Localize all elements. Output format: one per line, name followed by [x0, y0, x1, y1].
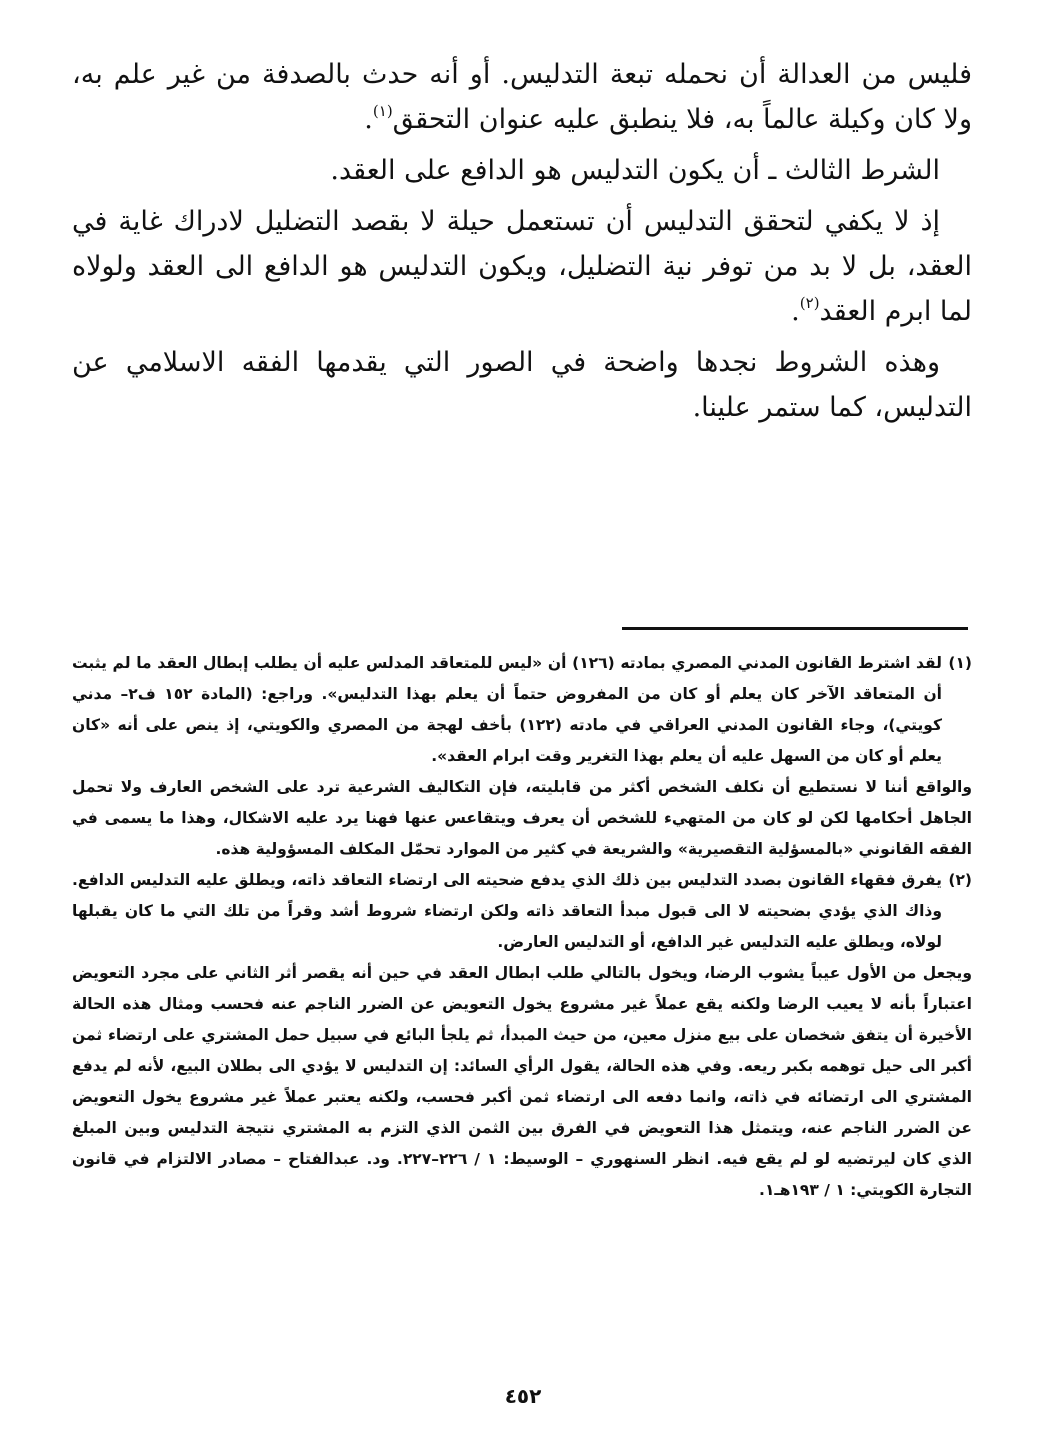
paragraph-3-end: .	[791, 296, 800, 327]
footnote-2-continuation	[72, 958, 972, 1206]
footnote-2-continuation-text: ويجعل من الأول عيباً يشوب الرضا، ويخول بالتالي طلب ابطال العقد في حين أنه يقصر أثر الثاني على مجرد التعويض اعتباراً بأنه لا يعيب الرضا ولكنه يقع عملاً غير مشروع يخول التعويض عن الضرر الناجم عنه فحسب ومثال هذه الحالة الأخيرة أن يتفق شخصان على بيع منزل معين، من حيث المبدأ، ثم يلجأ البائع في سبيل حمل المشتري على ارتضاء ثمن أكبر الى حيل توهمه بكبر ريعه. وفي هذه الحالة، يقول الرأي السائد: إن التدليس لا يؤدي الى بطلان البيع، لأنه لم يدفع المشتري الى ارتضائه في ذاته، وانما دفعه الى ارتضاء ثمن أكبر فحسب، ولكنه يعتبر عملاً غير مشروع يخول التعويض عن الضرر الناجم عنه، ويتمثل هذا التعويض في الفرق بين الثمن الذي التزم به المشتري نتيجة التدليس وبين المبلغ الذي كان ليرتضيه لو لم يقع فيه. انظر السنهوري – الوسيط: ١ / ٢٢٦–٢٢٧. ود. عبدالفتاح – مصادر الالتزام في قانون التجارة الكويتي: ١ / ١٩٣هـ١.	[72, 964, 972, 1199]
footnote-2	[72, 865, 972, 958]
footnotes-section	[72, 648, 972, 1206]
paragraph-1-text: فليس من العدالة أن نحمله تبعة التدليس. أو أنه حدث بالصدفة من غير علم به، ولا كان وكيلة عالماً به، فلا ينطبق عليه عنوان التحقق	[72, 59, 972, 135]
footnote-separator	[622, 627, 968, 630]
footnote-2-text: يفرق فقهاء القانون بصدد التدليس بين ذلك الذي يدفع ضحيته الى ارتضاء التعاقد ذاته، ويطلق عليه التدليس الدافع. وذاك الذي يؤدي بضحيته لا الى قبول مبدأ التعاقد ذاته ولكن ارتضاء شروط أشد وقراً من تلك التي ما كان يقبلها لولاه، ويطلق عليه التدليس غير الدافع، أو التدليس العارض.	[72, 871, 942, 951]
footnote-1-marker: (١)	[948, 654, 972, 672]
paragraph-4	[72, 340, 972, 430]
footnote-ref-2[interactable]: (٢)	[799, 294, 820, 312]
footnote-1	[72, 648, 972, 772]
paragraph-4-text: وهذه الشروط نجدها واضحة في الصور التي يقدمها الفقه الاسلامي عن التدليس، كما ستمر علينا.	[72, 347, 972, 423]
paragraph-2-text: الشرط الثالث ـ أن يكون التدليس هو الدافع على العقد.	[330, 155, 940, 186]
page-number: ٤٥٢	[504, 1384, 542, 1408]
footnote-ref-1[interactable]: (١)	[372, 102, 393, 120]
paragraph-1-end: .	[364, 104, 373, 135]
paragraph-3-text: إذ لا يكفي لتحقق التدليس أن تستعمل حيلة لا بقصد التضليل لادراك غاية في العقد، بل لا بد من توفر نية التضليل، ويكون التدليس هو الدافع الى العقد ولولاه لما ابرم العقد	[72, 206, 972, 327]
paragraph-2-condition-heading	[72, 148, 972, 193]
footnote-1-text: لقد اشترط القانون المدني المصري بمادته (١٢٦) أن «ليس للمتعاقد المدلس عليه أن يطلب إبطال العقد ما لم يثبت أن المتعاقد الآخر كان يعلم أو كان من المفروض حتماً أن يعلم بهذا التدليس». وراجع: (المادة ١٥٢ ف٢– مدني كويتي)، وجاء القانون المدني العراقي في مادته (١٢٢) بأخف لهجة من المصري والكويتي، إذ ينص على أنه «كان يعلم أو كان من السهل عليه أن يعلم بهذا التغرير وقت ابرام العقد».	[72, 654, 942, 765]
footnote-1-continuation	[72, 772, 972, 865]
paragraph-3	[72, 199, 972, 334]
footnote-1-continuation-text: والواقع أننا لا نستطيع أن نكلف الشخص أكثر من قابليته، فإن التكاليف الشرعية ترد على الشخص العارف ولا تحمل الجاهل أحكامها لكن لو كان من المتهيء للشخص أن يعرف ويتقاعس عنها فهنا يرد عليه الاشكال، وهذا ما يسمى في الفقه القانوني «بالمسؤلية التقصيرية» والشريعة في كثير من الموارد تحمّل المكلف المسؤولية هذه.	[72, 778, 972, 858]
main-body-text	[72, 52, 972, 436]
paragraph-1	[72, 52, 972, 142]
footnote-2-marker: (٢)	[948, 871, 972, 889]
